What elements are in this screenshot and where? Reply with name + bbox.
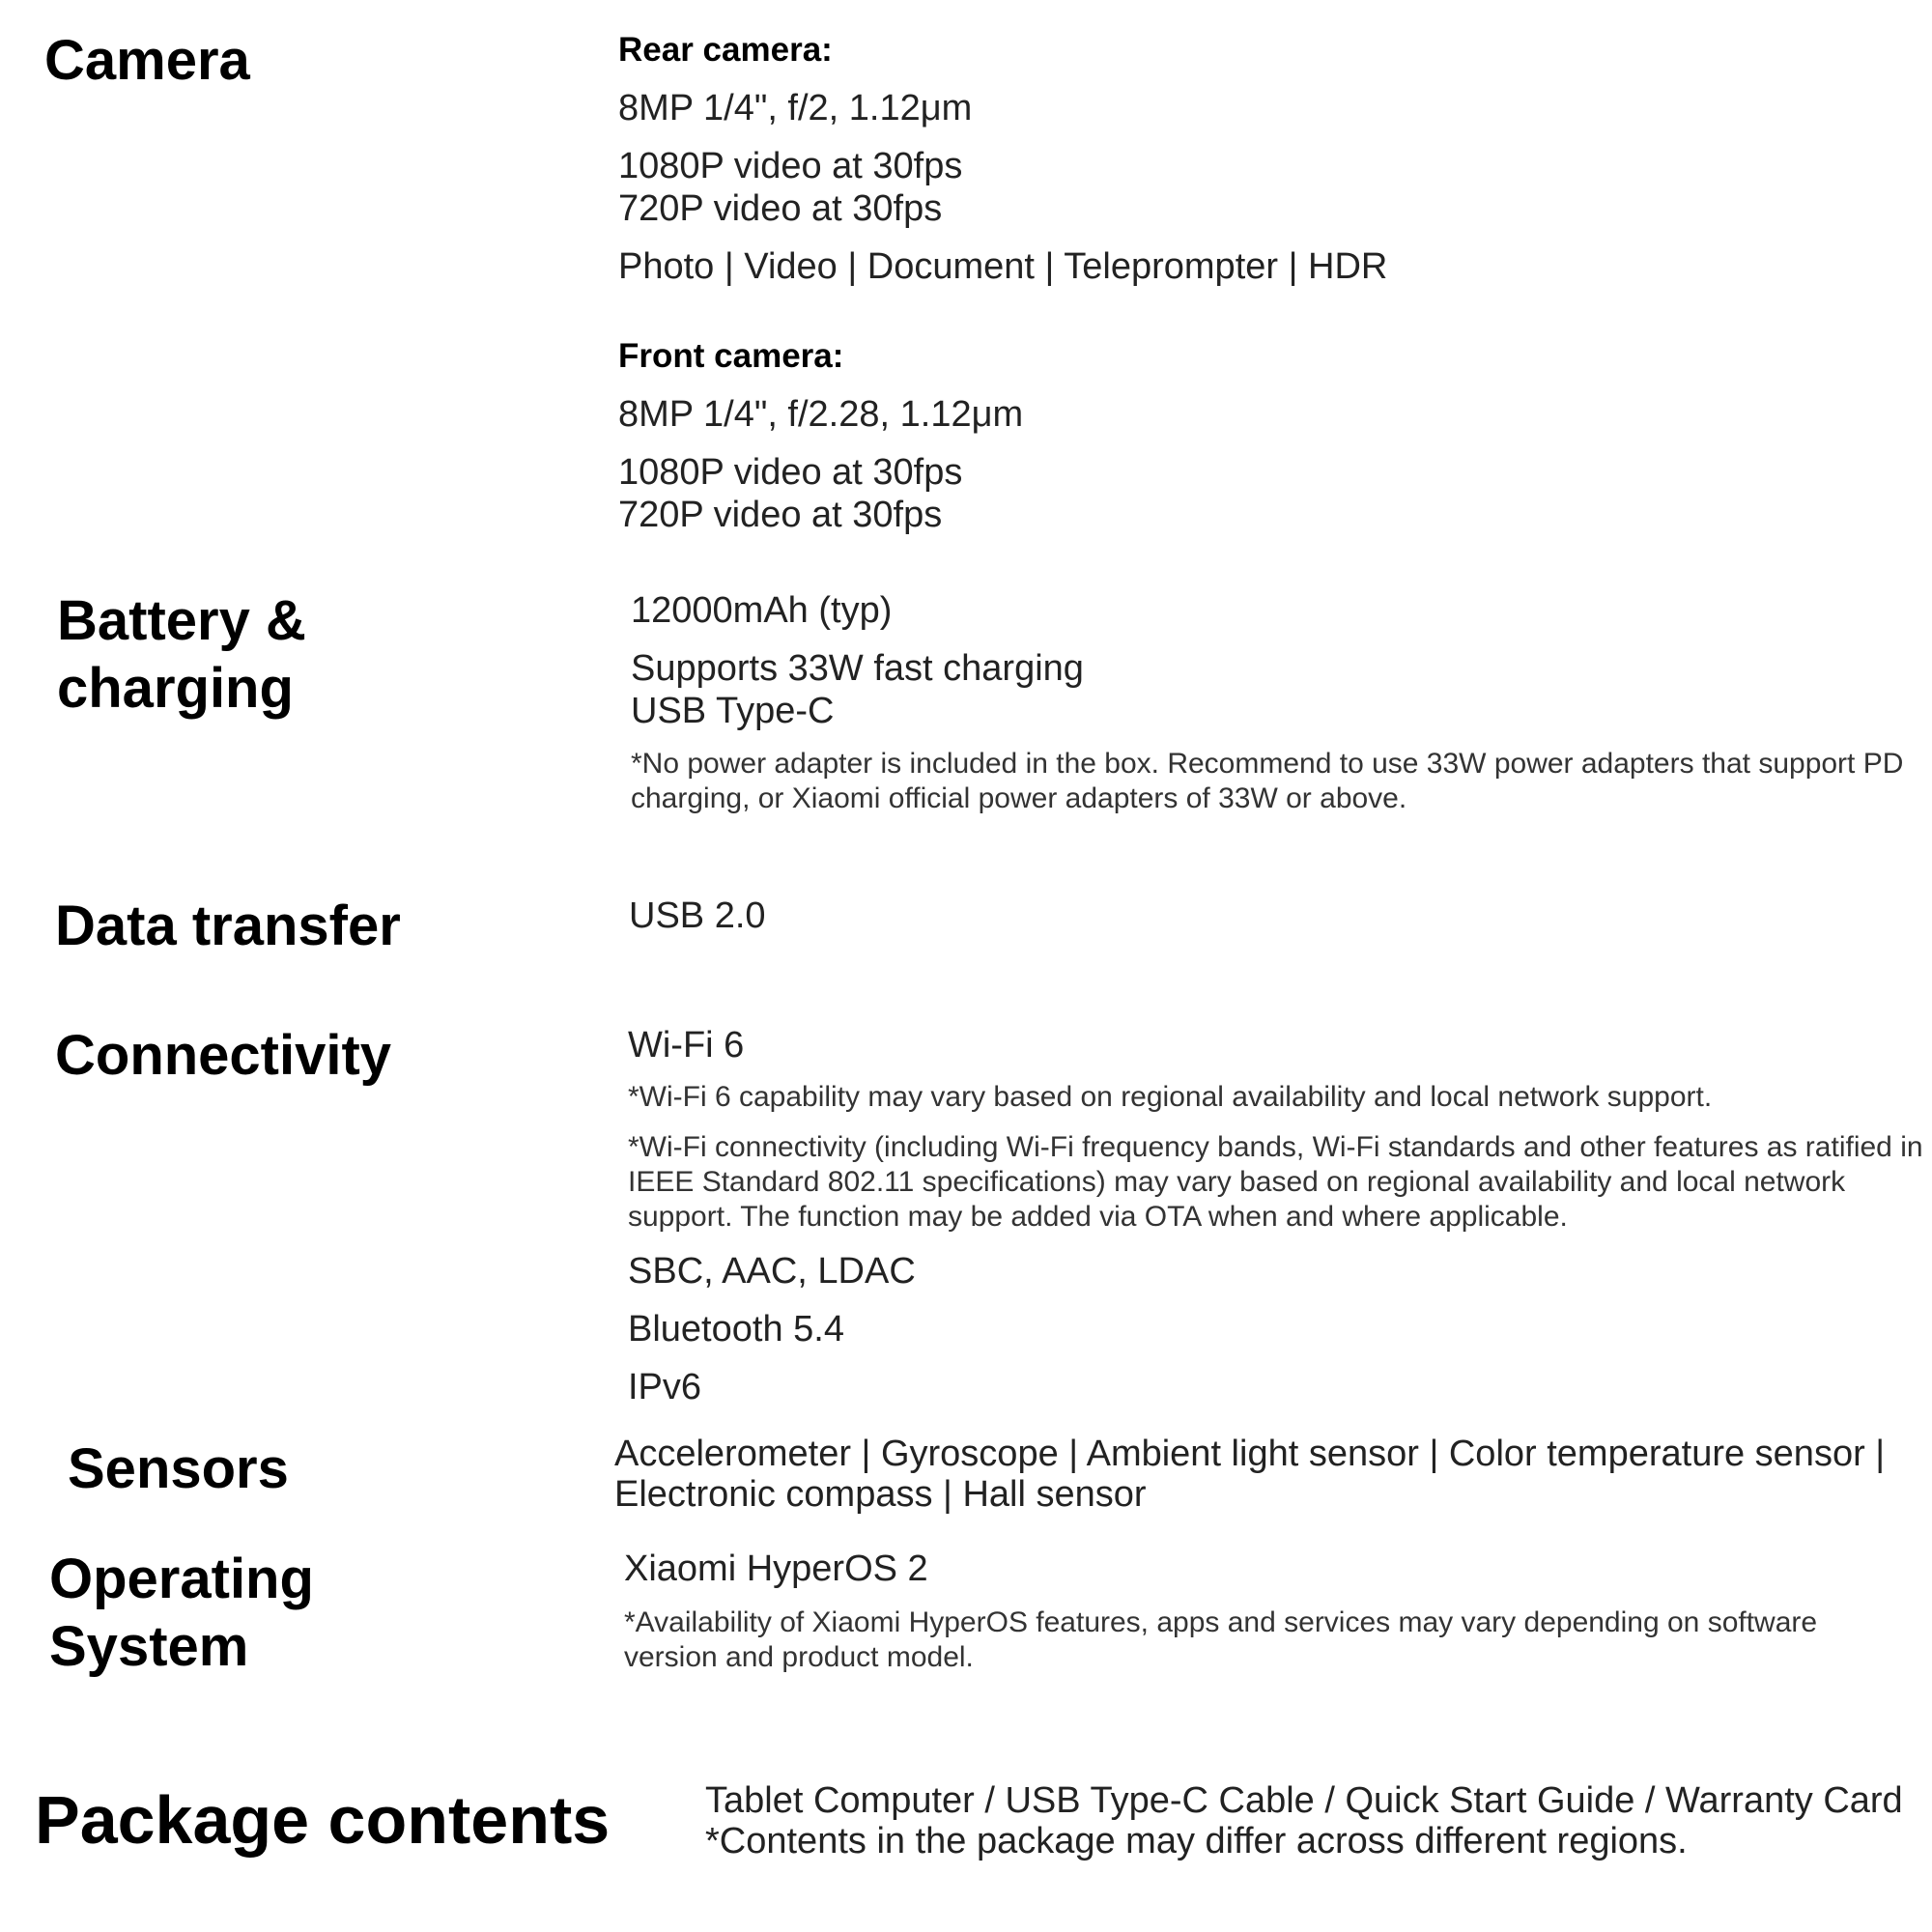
front-camera-video-1080p: 1080P video at 30fps — [618, 452, 963, 493]
rear-camera-video-1080p: 1080P video at 30fps — [618, 146, 963, 186]
os-availability-note: *Availability of Xiaomi HyperOS features, apps and services may vary depending on software version and product model. — [624, 1606, 1818, 1673]
sensors-heading: Sensors — [68, 1437, 289, 1500]
os-heading-line-1: Operating — [49, 1548, 314, 1610]
front-camera-video-720p: 720P video at 30fps — [618, 495, 943, 535]
camera-heading: Camera — [44, 29, 250, 92]
front-camera-sensor: 8MP 1/4", f/2.28, 1.12μm — [618, 394, 1024, 435]
front-camera-heading: Front camera: — [618, 337, 844, 375]
package-items: Tablet Computer / USB Type-C Cable / Quick Start Guide / Warranty Card — [705, 1780, 1903, 1821]
rear-camera-modes: Photo | Video | Document | Teleprompter | HDR — [618, 246, 1388, 287]
battery-heading-line-2: charging — [57, 657, 294, 720]
rear-camera-heading: Rear camera: — [618, 31, 833, 69]
data-transfer-heading: Data transfer — [55, 895, 401, 957]
connectivity-heading: Connectivity — [55, 1024, 392, 1087]
sensors-list: Accelerometer | Gyroscope | Ambient light sensor | Color temperature sensor | Electronic compass | Hall sensor — [614, 1434, 1886, 1515]
os-heading-line-2: System — [49, 1615, 249, 1678]
rear-camera-sensor: 8MP 1/4", f/2, 1.12μm — [618, 88, 973, 128]
rear-camera-video-720p: 720P video at 30fps — [618, 188, 943, 229]
package-heading: Package contents — [35, 1782, 611, 1858]
battery-adapter-note: *No power adapter is included in the box. Recommend to use 33W power adapters that support PD charging, or Xiaomi official power adapters of 33W or above. — [631, 748, 1904, 814]
battery-fast-charging: Supports 33W fast charging — [631, 648, 1084, 689]
package-region-note: *Contents in the package may differ across different regions. — [705, 1821, 1688, 1861]
data-transfer-value: USB 2.0 — [629, 895, 766, 936]
connectivity-ipv6: IPv6 — [628, 1367, 702, 1407]
connectivity-wifi6-note: *Wi-Fi 6 capability may vary based on regional availability and local network support. — [628, 1081, 1713, 1113]
connectivity-wifi-note: *Wi-Fi connectivity (including Wi-Fi frequency bands, Wi-Fi standards and other features as ratified in IEEE Standard 802.11 specifications) may vary based on regional availability and local network support. The function may be added via OTA when and where applicable. — [628, 1131, 1923, 1233]
battery-capacity: 12000mAh (typ) — [631, 590, 893, 631]
battery-heading-line-1: Battery & — [57, 589, 306, 652]
connectivity-bluetooth: Bluetooth 5.4 — [628, 1309, 844, 1350]
os-version: Xiaomi HyperOS 2 — [624, 1548, 928, 1589]
connectivity-audio-codecs: SBC, AAC, LDAC — [628, 1251, 916, 1292]
connectivity-wifi: Wi-Fi 6 — [628, 1025, 745, 1065]
battery-usb-port: USB Type-C — [631, 691, 835, 731]
